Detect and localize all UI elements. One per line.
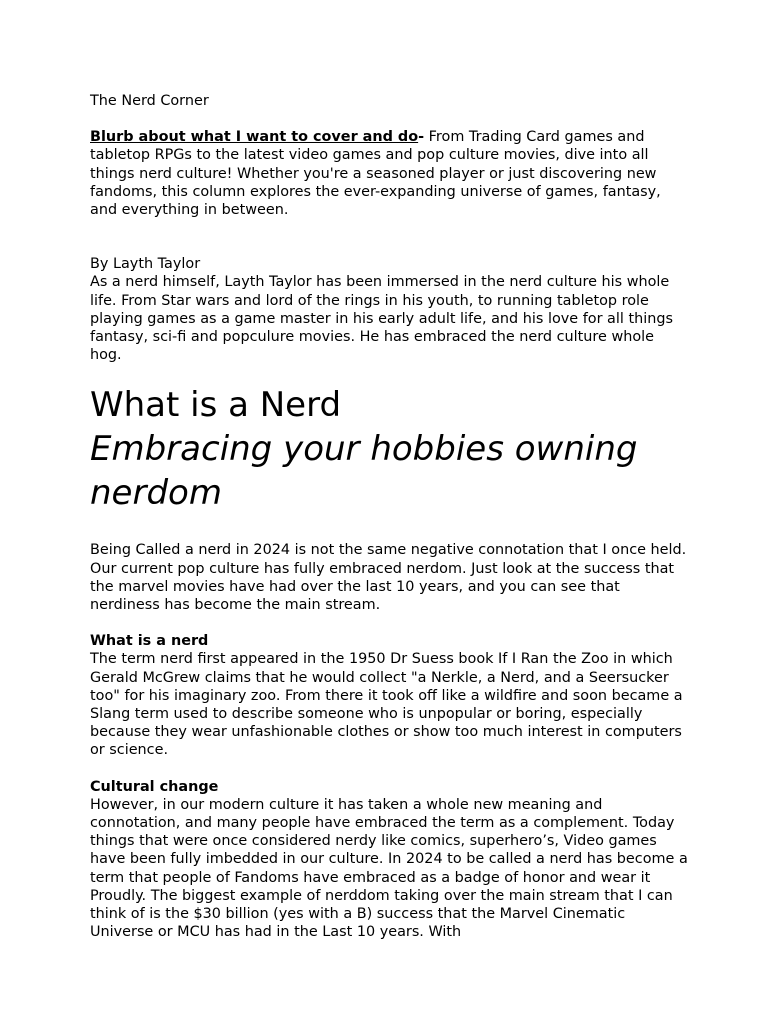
blurb-text: From Trading Card games and tabletop RPGs to the latest video games and pop culture movies, dive into all things nerd culture! Whether you're a seasoned player or just discovering new fandoms, this column explores the ever-expanding universe of games, fantasy, and everything in between.: [90, 129, 661, 219]
blurb-dash: -: [418, 129, 425, 146]
section-body-what-is-a-nerd: The term nerd first appeared in the 1950 Dr Suess book If I Ran the Zoo in which Gerald McGrew claims that he would collect "a Nerkle, a Nerd, and a Seersucker too" for his imaginary zoo. From there it took off like a wildfire and soon became a Slang term used to describe someone who is unpopular or boring, especially because they wear unfashionable clothes or show too much interest in computers or science.: [90, 651, 683, 759]
document-page: [90, 92, 690, 942]
section-body-cultural-change: However, in our modern culture it has taken a whole new meaning and connotation, and many people have embraced the term as a complement. Today things that were once considered nerdy like comics, superhero’s, Video games have been fully imbedded in our culture. In 2024 to be called a nerd has become a term that people of Fandoms have embraced as a badge of honor and wear it Proudly. The biggest example of nerddom taking over the main stream that I can think of is the $30 billion (yes with a B) success that the Marvel Cinematic Universe or MCU has had in the Last 10 years. With: [90, 796, 688, 941]
author-bio: As a nerd himself, Layth Taylor has been immersed in the nerd culture his whole life. From Star wars and lord of the rings in his youth, to running tabletop role playing games as a game master in his early adult life, and his love for all things fantasy, sci-fi and popculure movies. He has embraced the nerd culture whole hog.: [90, 274, 673, 364]
blurb-label: Blurb about what I want to cover and do: [90, 129, 419, 146]
column-title: The Nerd Corner: [90, 93, 209, 109]
article-headline: What is a Nerd: [90, 385, 342, 426]
section-heading-what-is-a-nerd: What is a nerd: [90, 633, 209, 650]
byline: By Layth Taylor: [90, 256, 201, 273]
section-heading-cultural-change: Cultural change: [90, 778, 219, 795]
blurb-paragraph: [90, 128, 690, 219]
intro-paragraph: Being Called a nerd in 2024 is not the same negative connotation that I once held. Our current pop culture has fully embraced nerdom. Just look at the success that the marvel movies have had over the last 10 years, and you can see that nerdiness has become the main stream.: [90, 542, 687, 614]
article-subheadline: Embracing your hobbies owning nerdom: [90, 429, 638, 514]
